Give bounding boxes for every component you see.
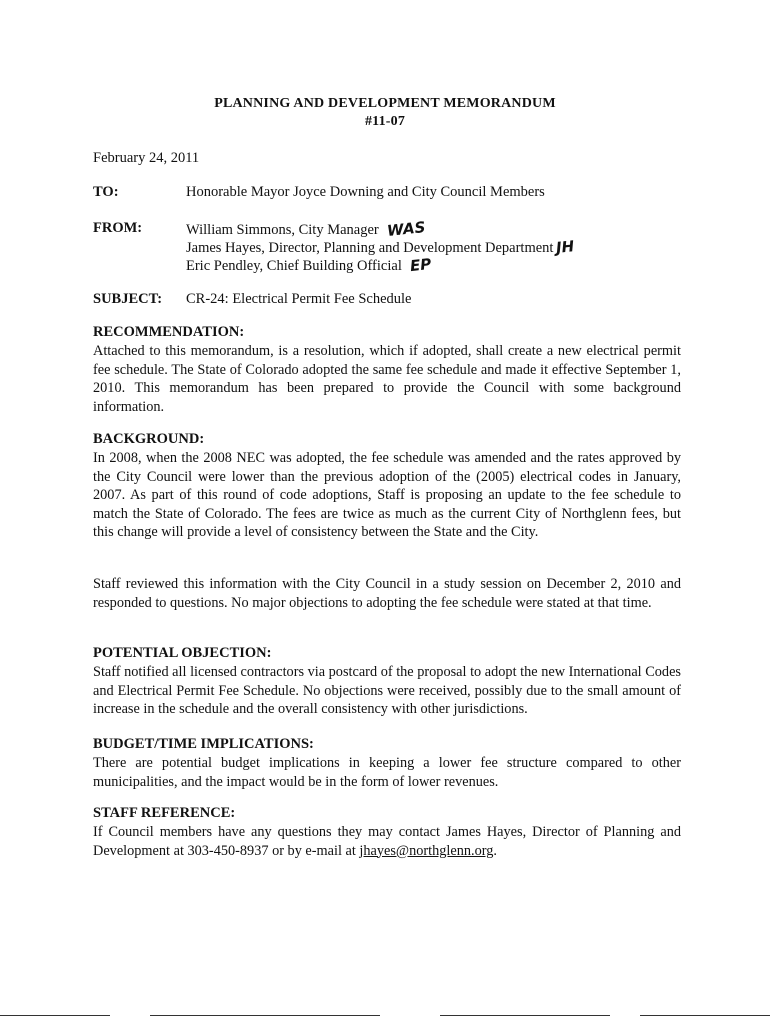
background-body: In 2008, when the 2008 NEC was adopted, the fee schedule was amended and the rates approved by the City Council were lower than the previous adoption of the (2005) electrical codes in January, 2007. As part of this round of code adoptions, Staff is proposing an update to the fee schedule to match the State of Colorado. The fees are twice as much as the current City of Northglenn fees, but this change will provide a level of consistency between the State and the City. xyxy=(93,450,681,540)
background-heading: BACKGROUND: xyxy=(93,431,205,447)
scan-artifact-line xyxy=(0,1015,110,1016)
subject-value: CR-24: Electrical Permit Fee Schedule xyxy=(186,291,412,307)
memo-number: #11-07 xyxy=(364,114,406,129)
from-line-3 xyxy=(186,256,431,275)
objection-body: Staff notified all licensed contractors via postcard of the proposal to adopt the new International Codes and Electrical Permit Fee Schedule. No objections were received, possibly due to the small amount of increase in the schedule and the overall consistency with other jurisdictions. xyxy=(93,664,681,717)
scan-artifact-line xyxy=(440,1015,610,1016)
reference-heading: STAFF REFERENCE: xyxy=(93,805,236,821)
scan-artifact-line xyxy=(640,1015,770,1016)
handwritten-initials: JH xyxy=(555,237,576,257)
from-name-2: James Hayes, Director, Planning and Development Department xyxy=(186,240,554,256)
reference-end: . xyxy=(493,842,497,859)
budget-body: There are potential budget implications in keeping a lower fee structure compared to other municipalities, and the impact would be in the form of lower revenues. xyxy=(93,755,681,790)
from-name-3: Eric Pendley, Chief Building Official xyxy=(186,258,402,274)
memo-date: February 24, 2011 xyxy=(93,150,200,166)
from-name-1: William Simmons, City Manager xyxy=(186,222,379,238)
from-line-1 xyxy=(186,220,425,239)
to-label: TO: xyxy=(93,184,119,200)
budget-heading: BUDGET/TIME IMPLICATIONS: xyxy=(93,736,314,752)
to-value: Honorable Mayor Joyce Downing and City Council Members xyxy=(186,184,545,200)
reference-text: If Council members have any questions they may contact James Hayes, Director of Planning and Development at 303-450-8937 or by e-mail at xyxy=(93,824,681,859)
reference-body xyxy=(93,823,681,860)
recommendation-body: Attached to this memorandum, is a resolution, which if adopted, shall create a new electrical permit fee schedule. The State of Colorado adopted the same fee schedule and made it effective September 1, 2010. This memorandum has been prepared to provide the Council with some background information. xyxy=(93,343,681,415)
recommendation-heading: RECOMMENDATION: xyxy=(93,324,245,340)
handwritten-initials: WAS xyxy=(385,218,427,240)
email-link[interactable]: jhayes@northglenn.org xyxy=(359,842,494,859)
subject-label: SUBJECT: xyxy=(93,291,163,307)
memo-title: PLANNING AND DEVELOPMENT MEMORANDUM xyxy=(214,96,556,111)
objection-heading: POTENTIAL OBJECTION: xyxy=(93,645,272,661)
scan-artifact-line xyxy=(150,1015,380,1016)
background-body-2: Staff reviewed this information with the City Council in a study session on December 2, 2010 and responded to questions. No major objections to adopting the fee schedule were stated at that time. xyxy=(93,576,681,611)
from-label: FROM: xyxy=(93,220,143,236)
handwritten-initials: EP xyxy=(408,254,432,276)
from-line-2 xyxy=(186,238,575,257)
